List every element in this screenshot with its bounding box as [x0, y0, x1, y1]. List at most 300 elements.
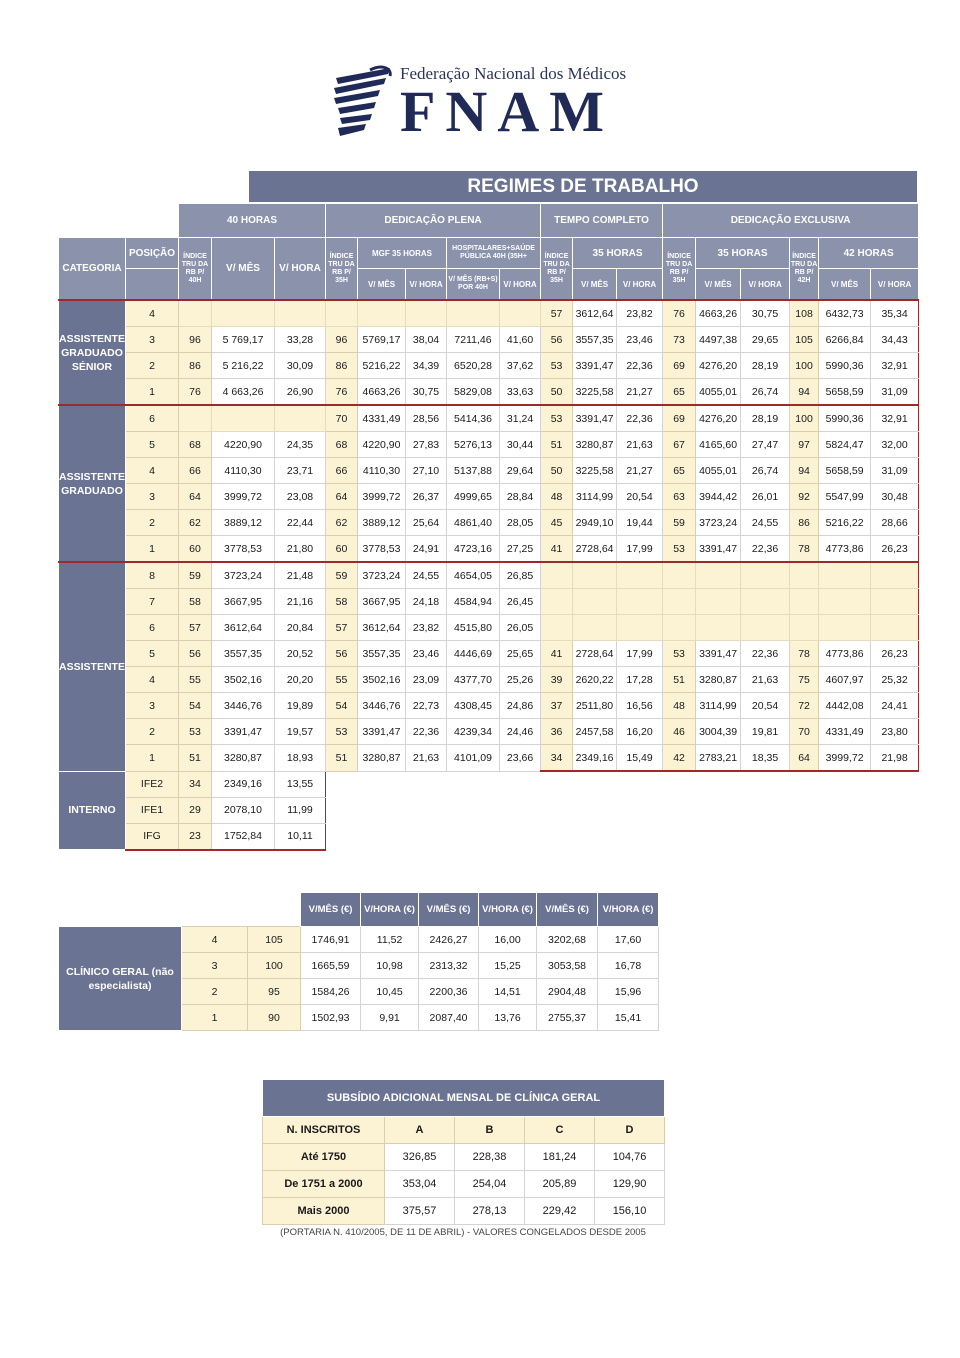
- subsidio-table: [262, 1079, 665, 1225]
- value-cell: [819, 562, 871, 589]
- value-cell: 1752,84: [212, 823, 275, 850]
- value-cell: 28,05: [500, 510, 541, 536]
- value-cell: [358, 300, 406, 327]
- value-cell: 4 663,26: [212, 379, 275, 406]
- value-cell: 22,36: [617, 405, 663, 432]
- value-cell: 4773,86: [819, 641, 871, 667]
- clinico-header: V/HORA (€): [598, 893, 659, 927]
- value-cell: 35,34: [871, 300, 919, 327]
- organization-acronym: FNAM: [400, 79, 614, 144]
- value-cell: 31,24: [500, 405, 541, 432]
- value-cell: 53: [326, 719, 358, 745]
- value-cell: 23,80: [871, 719, 919, 745]
- value-cell: 67: [663, 432, 696, 458]
- title-bar: [249, 171, 917, 202]
- value-cell: 17,60: [598, 927, 659, 953]
- value-cell: 55: [179, 667, 212, 693]
- value-cell: 26,23: [871, 536, 919, 563]
- value-cell: 16,20: [617, 719, 663, 745]
- value-cell: 4165,60: [696, 432, 741, 458]
- value-cell: 41: [541, 536, 573, 563]
- value-cell: [819, 589, 871, 615]
- value-cell: 3391,47: [573, 405, 617, 432]
- value-cell: 28,19: [741, 405, 790, 432]
- value-cell: 2755,37: [537, 1005, 598, 1031]
- value-cell: 73: [663, 327, 696, 353]
- value-cell: 11,52: [361, 927, 419, 953]
- table-row: [59, 771, 919, 797]
- value-cell: 2313,32: [419, 953, 479, 979]
- table-row: [59, 797, 919, 823]
- value-cell: 25,26: [500, 667, 541, 693]
- value-cell: [871, 589, 919, 615]
- value-cell: 86: [326, 353, 358, 379]
- value-cell: 1502,93: [301, 1005, 361, 1031]
- header-indice-35h: ÍNDICE TRU DA RB P/ 35H: [326, 238, 358, 301]
- value-cell: 26,85: [500, 562, 541, 589]
- table-row: [263, 1198, 665, 1225]
- value-cell: [696, 562, 741, 589]
- value-cell: 59: [663, 510, 696, 536]
- value-cell: 53: [179, 719, 212, 745]
- value-cell: 70: [790, 719, 819, 745]
- value-cell: [275, 405, 326, 432]
- value-cell: [790, 615, 819, 641]
- value-cell: 56: [541, 327, 573, 353]
- value-cell: 21,63: [406, 745, 447, 772]
- position-cell: 3: [126, 327, 179, 353]
- value-cell: 15,41: [598, 1005, 659, 1031]
- value-cell: 1584,26: [301, 979, 361, 1005]
- value-cell: 181,24: [525, 1144, 595, 1171]
- value-cell: 27,83: [406, 432, 447, 458]
- value-cell: 22,36: [406, 719, 447, 745]
- value-cell: 3667,95: [212, 589, 275, 615]
- value-cell: 54: [179, 693, 212, 719]
- value-cell: 105: [790, 327, 819, 353]
- value-cell: 5276,13: [447, 432, 500, 458]
- value-cell: [696, 615, 741, 641]
- table-row: [59, 693, 919, 719]
- value-cell: 1746,91: [301, 927, 361, 953]
- value-cell: 37,62: [500, 353, 541, 379]
- value-cell: 41,60: [500, 327, 541, 353]
- value-cell: 21,63: [741, 667, 790, 693]
- value-cell: 51: [663, 667, 696, 693]
- value-cell: 23,71: [275, 458, 326, 484]
- value-cell: 76: [663, 300, 696, 327]
- value-cell: 3889,12: [212, 510, 275, 536]
- value-cell: 326,85: [385, 1144, 455, 1171]
- value-cell: 23,08: [275, 484, 326, 510]
- value-cell: 34: [541, 745, 573, 772]
- value-cell: 5769,17: [358, 327, 406, 353]
- value-cell: [790, 562, 819, 589]
- subsidio-header: B: [455, 1117, 525, 1144]
- value-cell: [541, 615, 573, 641]
- value-cell: 21,27: [617, 458, 663, 484]
- value-cell: [663, 615, 696, 641]
- value-cell: 23,66: [500, 745, 541, 772]
- value-cell: 22,44: [275, 510, 326, 536]
- value-cell: 3391,47: [573, 353, 617, 379]
- value-cell: 4331,49: [358, 405, 406, 432]
- table-row: [59, 536, 919, 563]
- category-label: ASSISTENTE GRADUADO SÉNIOR: [59, 300, 126, 405]
- value-cell: 6266,84: [819, 327, 871, 353]
- value-cell: 64: [179, 484, 212, 510]
- value-cell: 20,54: [741, 693, 790, 719]
- position-cell: 8: [126, 562, 179, 589]
- value-cell: 32,00: [871, 432, 919, 458]
- value-cell: 4861,40: [447, 510, 500, 536]
- value-cell: 104,76: [595, 1144, 665, 1171]
- value-cell: 23: [179, 823, 212, 850]
- header-v-hora: V/ HORA: [617, 269, 663, 301]
- header-35-horas: 35 HORAS: [696, 238, 790, 269]
- value-cell: 54: [326, 693, 358, 719]
- value-cell: [573, 562, 617, 589]
- value-cell: 32,91: [871, 353, 919, 379]
- value-cell: 27,10: [406, 458, 447, 484]
- value-cell: 26,05: [500, 615, 541, 641]
- value-cell: 4220,90: [212, 432, 275, 458]
- value-cell: 31,09: [871, 379, 919, 406]
- value-cell: 4584,94: [447, 589, 500, 615]
- value-cell: 3391,47: [696, 536, 741, 563]
- header-v-mes: V/ MÊS: [696, 269, 741, 301]
- header-v-mes: V/ MÊS: [819, 269, 871, 301]
- value-cell: [212, 300, 275, 327]
- value-cell: [541, 589, 573, 615]
- value-cell: 5216,22: [819, 510, 871, 536]
- legal-note: (PORTARIA N. 410/2005, DE 11 DE ABRIL) - VALORES CONGELADOS DESDE 2005: [280, 1227, 646, 1238]
- value-cell: 53: [663, 641, 696, 667]
- value-cell: 20,52: [275, 641, 326, 667]
- value-cell: [819, 615, 871, 641]
- value-cell: [617, 589, 663, 615]
- value-cell: 17,99: [617, 641, 663, 667]
- table-row: [59, 510, 919, 536]
- clinico-header: V/HORA (€): [479, 893, 537, 927]
- value-cell: 3612,64: [212, 615, 275, 641]
- value-cell: 24,41: [871, 693, 919, 719]
- value-cell: [871, 615, 919, 641]
- value-cell: 33,63: [500, 379, 541, 406]
- value-cell: 17,99: [617, 536, 663, 563]
- value-cell: 21,27: [617, 379, 663, 406]
- value-cell: 5 216,22: [212, 353, 275, 379]
- value-cell: 3114,99: [573, 484, 617, 510]
- value-cell: 4308,45: [447, 693, 500, 719]
- value-cell: 3557,35: [573, 327, 617, 353]
- value-cell: 3999,72: [212, 484, 275, 510]
- value-cell: 5990,36: [819, 353, 871, 379]
- inscritos-label: Até 1750: [263, 1144, 385, 1171]
- position-cell: 1: [126, 745, 179, 772]
- value-cell: 3778,53: [212, 536, 275, 563]
- value-cell: [741, 589, 790, 615]
- value-cell: 59: [326, 562, 358, 589]
- value-cell: 64: [326, 484, 358, 510]
- value-cell: 55: [326, 667, 358, 693]
- value-cell: 5137,88: [447, 458, 500, 484]
- value-cell: [741, 562, 790, 589]
- value-cell: 100: [248, 953, 301, 979]
- value-cell: 4055,01: [696, 379, 741, 406]
- value-cell: 3446,76: [358, 693, 406, 719]
- value-cell: 3557,35: [358, 641, 406, 667]
- value-cell: 23,82: [617, 300, 663, 327]
- value-cell: 10,11: [275, 823, 326, 850]
- value-cell: 4607,97: [819, 667, 871, 693]
- value-cell: 3944,42: [696, 484, 741, 510]
- value-cell: 5216,22: [358, 353, 406, 379]
- value-cell: 2457,58: [573, 719, 617, 745]
- value-cell: 3999,72: [358, 484, 406, 510]
- value-cell: 96: [326, 327, 358, 353]
- value-cell: [573, 589, 617, 615]
- value-cell: 2511,80: [573, 693, 617, 719]
- value-cell: 4101,09: [447, 745, 500, 772]
- table-row: [59, 615, 919, 641]
- header-v-hora: V/ HORA: [871, 269, 919, 301]
- value-cell: 4773,86: [819, 536, 871, 563]
- table-row: [59, 300, 919, 327]
- value-cell: 229,42: [525, 1198, 595, 1225]
- value-cell: 3446,76: [212, 693, 275, 719]
- main-salary-table: [58, 203, 919, 851]
- value-cell: 22,36: [741, 641, 790, 667]
- value-cell: 50: [541, 458, 573, 484]
- value-cell: 3280,87: [696, 667, 741, 693]
- value-cell: [212, 405, 275, 432]
- value-cell: 2078,10: [212, 797, 275, 823]
- subsidio-header: C: [525, 1117, 595, 1144]
- value-cell: 3280,87: [212, 745, 275, 772]
- value-cell: 19,89: [275, 693, 326, 719]
- header-dedicacao-plena: DEDICAÇÃO PLENA: [326, 204, 541, 238]
- category-label: ASSISTENTE: [59, 562, 126, 771]
- table-row: [59, 327, 919, 353]
- table-row: [59, 641, 919, 667]
- value-cell: 2349,16: [573, 745, 617, 772]
- value-cell: 33,28: [275, 327, 326, 353]
- value-cell: 30,09: [275, 353, 326, 379]
- table-row: [59, 405, 919, 432]
- value-cell: 15,49: [617, 745, 663, 772]
- value-cell: [617, 562, 663, 589]
- table-row: [59, 353, 919, 379]
- clinico-header: V/HORA (€): [361, 893, 419, 927]
- value-cell: 4442,08: [819, 693, 871, 719]
- value-cell: [663, 562, 696, 589]
- value-cell: 13,76: [479, 1005, 537, 1031]
- value-cell: 1665,59: [301, 953, 361, 979]
- value-cell: 13,55: [275, 771, 326, 797]
- value-cell: 26,90: [275, 379, 326, 406]
- value-cell: 2728,64: [573, 641, 617, 667]
- header-indice-35h: ÍNDICE TRU DA RB P/ 35H: [663, 238, 696, 301]
- position-cell: IFG: [126, 823, 179, 850]
- value-cell: 4110,30: [212, 458, 275, 484]
- value-cell: 3225,58: [573, 458, 617, 484]
- value-cell: 4331,49: [819, 719, 871, 745]
- value-cell: 68: [326, 432, 358, 458]
- position-cell: 4: [126, 667, 179, 693]
- category-label: CLÍNICO GERAL (não especialista): [59, 927, 182, 1031]
- value-cell: 60: [179, 536, 212, 563]
- value-cell: 3889,12: [358, 510, 406, 536]
- value-cell: 26,01: [741, 484, 790, 510]
- value-cell: 21,80: [275, 536, 326, 563]
- value-cell: 4276,20: [696, 353, 741, 379]
- value-cell: 228,38: [455, 1144, 525, 1171]
- value-cell: 65: [663, 379, 696, 406]
- value-cell: 2426,27: [419, 927, 479, 953]
- header-v-mes: V/ MÊS: [212, 238, 275, 301]
- value-cell: 72: [790, 693, 819, 719]
- value-cell: 2949,10: [573, 510, 617, 536]
- value-cell: 27,47: [741, 432, 790, 458]
- value-cell: 2620,22: [573, 667, 617, 693]
- value-cell: 21,16: [275, 589, 326, 615]
- header-indice-35h: ÍNDICE TRU DA RB P/ 35H: [541, 238, 573, 301]
- header-posicao: POSIÇÃO: [126, 238, 179, 269]
- value-cell: 3723,24: [212, 562, 275, 589]
- value-cell: 15,96: [598, 979, 659, 1005]
- position-cell: 5: [126, 432, 179, 458]
- header-40-horas: 40 HORAS: [179, 204, 326, 238]
- position-cell: 4: [126, 458, 179, 484]
- category-label: INTERNO: [59, 771, 126, 850]
- position-cell: 2: [126, 719, 179, 745]
- value-cell: 100: [790, 405, 819, 432]
- value-cell: [617, 615, 663, 641]
- value-cell: 5547,99: [819, 484, 871, 510]
- value-cell: 2087,40: [419, 1005, 479, 1031]
- value-cell: 76: [326, 379, 358, 406]
- value-cell: 66: [179, 458, 212, 484]
- value-cell: 16,78: [598, 953, 659, 979]
- value-cell: 9,91: [361, 1005, 419, 1031]
- value-cell: 28,19: [741, 353, 790, 379]
- value-cell: 28,84: [500, 484, 541, 510]
- value-cell: 56: [326, 641, 358, 667]
- value-cell: 30,44: [500, 432, 541, 458]
- value-cell: 48: [663, 693, 696, 719]
- value-cell: 6520,28: [447, 353, 500, 379]
- value-cell: 42: [663, 745, 696, 772]
- value-cell: 19,81: [741, 719, 790, 745]
- value-cell: 2904,48: [537, 979, 598, 1005]
- table-row: [59, 823, 919, 850]
- value-cell: 25,32: [871, 667, 919, 693]
- value-cell: 2728,64: [573, 536, 617, 563]
- subsidio-title: SUBSÍDIO ADICIONAL MENSAL DE CLÍNICA GERAL: [263, 1080, 665, 1117]
- value-cell: 4723,16: [447, 536, 500, 563]
- value-cell: 2200,36: [419, 979, 479, 1005]
- table-row: [59, 927, 659, 953]
- value-cell: 4055,01: [696, 458, 741, 484]
- value-cell: 68: [179, 432, 212, 458]
- value-cell: 31,09: [871, 458, 919, 484]
- value-cell: 3999,72: [819, 745, 871, 772]
- value-cell: 51: [326, 745, 358, 772]
- value-cell: 25,65: [500, 641, 541, 667]
- value-cell: 25,64: [406, 510, 447, 536]
- value-cell: 2349,16: [212, 771, 275, 797]
- value-cell: 28,66: [871, 510, 919, 536]
- value-cell: 10,45: [361, 979, 419, 1005]
- position-cell: 2: [126, 510, 179, 536]
- header-35-horas: 35 HORAS: [573, 238, 663, 269]
- value-cell: 3391,47: [212, 719, 275, 745]
- value-cell: 11,99: [275, 797, 326, 823]
- position-cell: 2: [126, 353, 179, 379]
- value-cell: 76: [179, 379, 212, 406]
- value-cell: 78: [790, 536, 819, 563]
- value-cell: 4497,38: [696, 327, 741, 353]
- value-cell: 30,75: [406, 379, 447, 406]
- category-label: ASSISTENTE GRADUADO: [59, 405, 126, 562]
- value-cell: [406, 300, 447, 327]
- position-cell: 1: [126, 536, 179, 563]
- value-cell: [663, 589, 696, 615]
- position-cell: 1: [126, 379, 179, 406]
- value-cell: 78: [790, 641, 819, 667]
- position-cell: 3: [182, 953, 248, 979]
- value-cell: 4515,80: [447, 615, 500, 641]
- value-cell: 108: [790, 300, 819, 327]
- value-cell: 26,74: [741, 458, 790, 484]
- header-v-hora: V/ HORA: [741, 269, 790, 301]
- position-cell: 2: [182, 979, 248, 1005]
- value-cell: 24,91: [406, 536, 447, 563]
- header-v-mes: V/ MÊS: [573, 269, 617, 301]
- value-cell: 70: [326, 405, 358, 432]
- value-cell: 23,46: [406, 641, 447, 667]
- value-cell: 18,35: [741, 745, 790, 772]
- value-cell: 15,25: [479, 953, 537, 979]
- value-cell: 3114,99: [696, 693, 741, 719]
- value-cell: 353,04: [385, 1171, 455, 1198]
- table-row: [59, 458, 919, 484]
- value-cell: 53: [663, 536, 696, 563]
- value-cell: 60: [326, 536, 358, 563]
- value-cell: 3280,87: [573, 432, 617, 458]
- value-cell: 62: [326, 510, 358, 536]
- value-cell: 48: [541, 484, 573, 510]
- value-cell: 4446,69: [447, 641, 500, 667]
- value-cell: 27,25: [500, 536, 541, 563]
- value-cell: [326, 300, 358, 327]
- value-cell: 24,18: [406, 589, 447, 615]
- value-cell: 18,93: [275, 745, 326, 772]
- value-cell: 96: [179, 327, 212, 353]
- value-cell: 69: [663, 353, 696, 379]
- value-cell: 24,46: [500, 719, 541, 745]
- value-cell: 22,36: [741, 536, 790, 563]
- value-cell: 21,98: [871, 745, 919, 772]
- value-cell: [275, 300, 326, 327]
- table-row: [59, 589, 919, 615]
- value-cell: 26,45: [500, 589, 541, 615]
- value-cell: 22,73: [406, 693, 447, 719]
- value-cell: 37: [541, 693, 573, 719]
- fnam-logo: [330, 62, 630, 144]
- value-cell: 65: [663, 458, 696, 484]
